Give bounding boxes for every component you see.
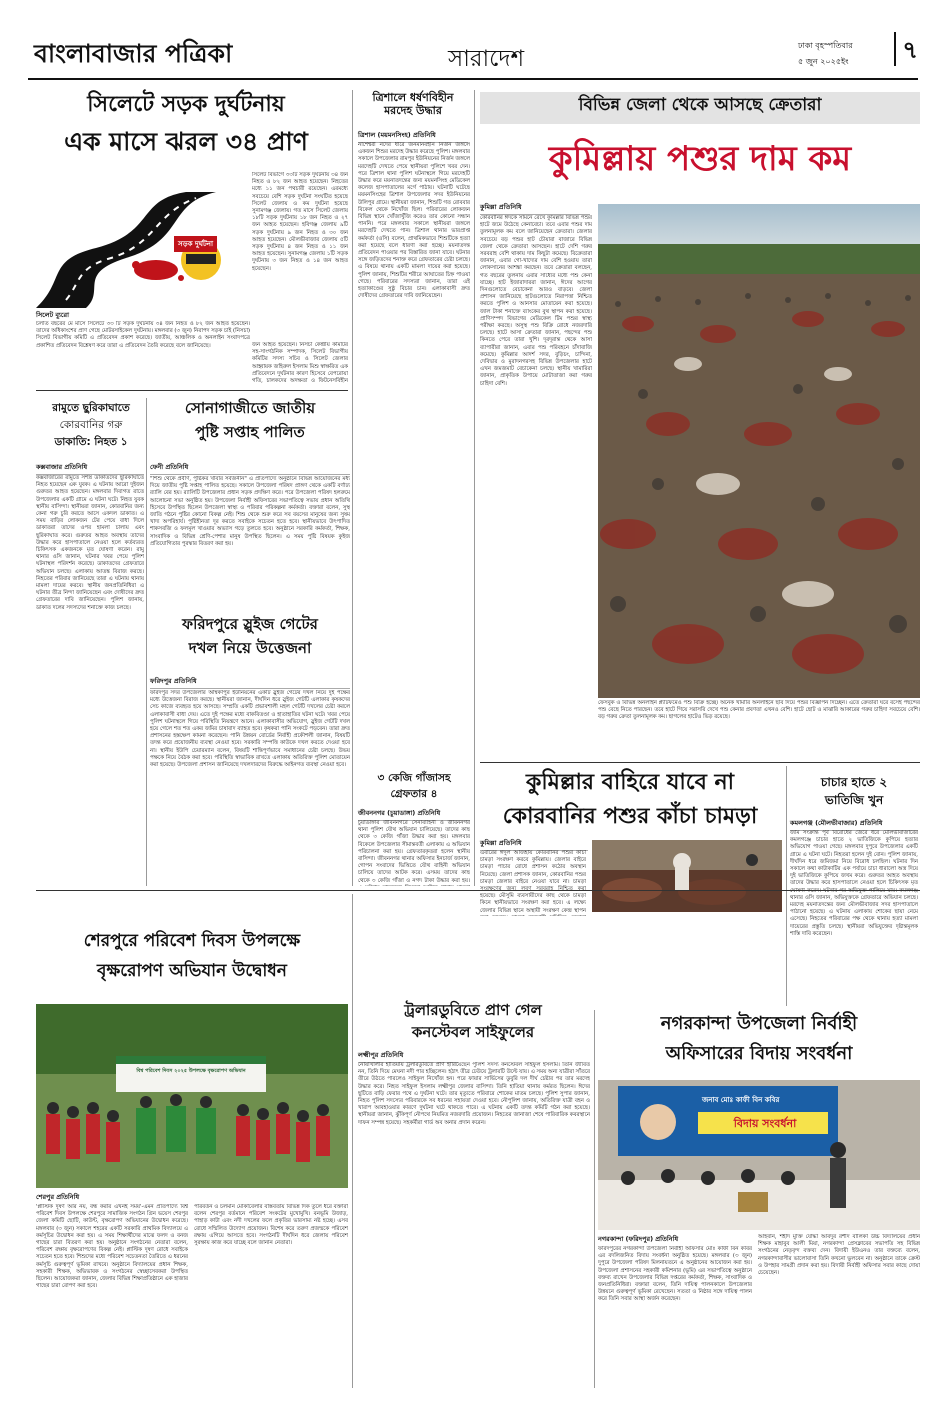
ramu-headline-2: কোরবানির গরু xyxy=(59,419,123,431)
faridpur-body: ফরিদপুর সদর উপজেলার অম্বিকাপুর ইউনিয়নের একটি স্লুইজ গেটের দখল নিয়ে দুই পক্ষের মধ্যে উত্তেজনা বিরাজ করছে। স্থানীয়রা জানান, দীর্ঘদিন ধরে স্লুইজ গেটটি এলাকার কৃষকদের সেচ কাজে ব্যবহৃত হয়ে আসছে। সম্প্রতি একটি প্রভাবশালী মহল গেটটি দখলের চেষ্টা করলে এলাকাবাসী বাধা দেয়। এতে দুই পক্ষের মধ্যে বাকবিতণ্ডা ও হাতাহাতির ঘটনা ঘটে। খবর পেয়ে পুলিশ ঘটনাস্থলে গিয়ে পরিস্থিতি নিয়ন্ত্রণে আনে। এলাকাবাসীর অভিযোগ, স্লুইজ গেটটি দখল হয়ে গেলে শত শত একর জমির চাষাবাদ ব্যাহত হবে। কৃষকরা পানি সংকটে পড়বেন। তারা দ্রুত প্রশাসনের হস্তক্ষেপ কামনা করেছেন। পানি উন্নয়ন বোর্ডের নির্বাহী প্রকৌশলী জানান, বিষয়টি তদন্ত করে প্রয়োজনীয় ব্যবস্থা নেওয়া হবে। সরকারি সম্পত্তি কাউকে দখল করতে দেওয়া হবে না। স্থানীয় ইউপি চেয়ারম্যান বলেন, বিষয়টি শান্তিপূর্ণভাবে সমাধানের চেষ্টা চলছে। উভয় পক্ষকে নিয়ে বৈঠক করা হবে। পরিস্থিতি স্বাভাবিক রাখতে এলাকায় অতিরিক্ত পুলিশ মোতায়েন করা হয়েছে। উপজেলা প্রশাসন জানিয়েছে দখলদারদের বিরুদ্ধে আইনগত ব্যবস্থা নেওয়া হবে। xyxy=(150,690,350,769)
accident-sign: সড়ক দুর্ঘটনা xyxy=(174,236,217,252)
nagarkanda-body: ফরিদপুরের নগরকান্দা উপজেলা নির্বাহী অফিসার মোঃ কাফী বিন কবির এর বদলিজনিত বিদায় সংবর্ধনা অনুষ্ঠিত হয়েছে। মঙ্গলবার (৩ জুন) দুপুরে উপজেলা পরিষদ মিলনায়তনে এ অনুষ্ঠানের আয়োজন করা হয়। উপজেলা প্রশাসনের সহকারী কমিশনার (ভূমি) এর সভাপতিত্বে অনুষ্ঠানে বক্তব্য রাখেন উপজেলার বিভিন্ন দপ্তরের কর্মকর্তা, শিক্ষক, সাংবাদিক ও জনপ্রতিনিধিরা। বক্তারা বলেন, তিনি দায়িত্ব পালনকালে উপজেলার উন্নয়নে গুরুত্বপূর্ণ ভূমিকা রেখেছেন। সততা ও নিষ্ঠার সঙ্গে দায়িত্ব পালন করে তিনি সবার আস্থা অর্জন করেছেন। xyxy=(598,1246,752,1303)
section-title: সারাদেশ xyxy=(448,46,525,72)
column-divider xyxy=(474,90,475,886)
sherpur-byline: শেরপুর প্রতিনিধি xyxy=(36,1193,80,1201)
trishal-headline: ত্রিশালে ধর্ষণবিহীন মরদেহ উদ্ধার xyxy=(372,91,454,117)
trawler-body: নোয়াখালীর হাতিয়ায় ট্রলারডুবিতে প্রাণ হারিয়েছেন পুলিশ সদস্য কনস্টেবল সাইফুল ইসলাম। তিনি জীবিত নন, তিনি দিয়ে মেঘনা নদী পার হচ্ছিলেন। হঠাৎ তীব্র ঢেউয়ে ট্রলারটি উল্টে যায়। এ সময় অন্য যাত্রীরা সাঁতরে তীরে উঠতে পারলেও সাইফুল নিখোঁজ হন। পরে ফায়ার সার্ভিসের ডুবুরি দল দীর্ঘ চেষ্টার পর তার মরদেহ উদ্ধার করে। নিহত সাইফুল ইসলাম লক্ষ্মীপুর জেলার বাসিন্দা। তিনি হাতিয়া থানায় কর্মরত ছিলেন। ঈদের ছুটিতে বাড়ি ফেরার পথে এ দুর্ঘটনা ঘটে। তার মৃত্যুতে পরিবারে শোকের মাতম চলছে। পুলিশ সুপার জানান, নিহত পুলিশ সদস্যের পরিবারকে সব ধরনের সহায়তা দেওয়া হবে। নৌপুলিশ জানায়, অতিরিক্ত যাত্রী বহন ও খারাপ আবহাওয়ার কারণে দুর্ঘটনা ঘটে থাকতে পারে। এ ঘটনায় একটি তদন্ত কমিটি গঠন করা হয়েছে। স্থানীয়রা জানান, ঝুঁকিপূর্ণ নৌপথে নিয়মিত নজরদারি প্রয়োজন। নিহতের জানাজা শেষে পারিবারিক কবরস্থানে দাফন সম্পন্ন হয়েছে। সহকর্মীরা গার্ড অব অনার প্রদান করেন। xyxy=(358,1062,590,1126)
column-divider xyxy=(786,766,787,1006)
trawler-byline: লক্ষ্মীপুর প্রতিনিধি xyxy=(358,1050,458,1063)
nagarkanda-headline-2: অফিসারের বিদায় সংবর্ধনা xyxy=(665,1043,853,1064)
tree-planting-banner: বিশ্ব পরিবেশ দিবস ২০২৫ উপলক্ষে বৃক্ষরোপণ অভিযান xyxy=(136,1068,246,1074)
divider xyxy=(36,890,920,891)
ramu-byline: কক্সবাজার প্রতিনিধি xyxy=(36,462,144,475)
comilla-price-body: কোরবানির ঈদকে সামনে রেখে কুমিল্লার বিভিন্ন পশুর হাটে জমে উঠেছে কেনাবেচা। তবে এবার পশুর দাম তুলনামূলক কম বলে জানিয়েছেন ক্রেতারা। জেলার সবচেয়ে বড় পশুর হাট চৌয়ারা বাজারে বিভিন্ন জেলা থেকে ক্রেতারা আসছেন। হাটে দেশি গরুর সরবরাহ বেশি থাকায় দাম কিছুটা কমেছে। বিক্রেতারা জানান, এবার গো-খাদ্যের দাম বেশি হওয়ায় তারা লোকসানের আশঙ্কা করছেন। তবে ক্রেতারা বলছেন, গত বছরের তুলনায় এবার সাধ্যের মধ্যে পশু কেনা যাচ্ছে। হাট ইজারাদাররা জানান, ঈদের আগের দিনগুলোতে বেচাকেনা আরও বাড়বে। জেলা প্রশাসন জানিয়েছে হাটগুলোতে নিরাপত্তা নিশ্চিত করতে পুলিশ ও আনসার মোতায়েন করা হয়েছে। জাল টাকা শনাক্তে ব্যাংকের বুথ স্থাপন করা হয়েছে। প্রাণিসম্পদ বিভাগের মেডিকেল টিম পশুর স্বাস্থ্য পরীক্ষা করছে। অসুস্থ পশু বিক্রি রোধে নজরদারি চলছে। হাটে আসা ক্রেতারা জানান, পছন্দের পশু কিনতে পেরে তারা খুশি। দূরদূরান্ত থেকে আসা ব্যাপারীরা জানান, এবার পশু পরিবহনে চাঁদাবাজি কমেছে। কুমিল্লার আদর্শ সদর, বুড়িচং, চান্দিনা, দেবিদ্বার ও মুরাদনগরসহ বিভিন্ন উপজেলার হাটে এখন জমজমাট বেচাকেনা চলছে। স্থানীয় খামারিরা জানান, প্রাকৃতিক উপায়ে মোটাতাজা করা গরুর চাহিদা বেশি। xyxy=(480,215,592,387)
sonagazi-headline-2: পুষ্টি সপ্তাহ পালিত xyxy=(195,423,305,441)
newspaper-name: বাংলাবাজার পত্রিকা xyxy=(34,39,233,68)
masthead xyxy=(28,28,918,80)
kachua-headline-1: চাচার হাতে ২ xyxy=(820,775,888,789)
divider xyxy=(480,762,920,763)
edition-day: ঢাকা বৃহস্পতিবার xyxy=(798,41,853,50)
farewell-banner-name: জনাব মোঃ কাফী বিন কবির xyxy=(702,1096,780,1104)
kachua-byline: কমলগঞ্জ (মৌলভীবাজার) প্রতিনিধি xyxy=(790,818,918,831)
sherpur-headline-2: বৃক্ষরোপণ অভিযান উদ্বোধন xyxy=(97,961,287,981)
sherpur-body: 'প্লাস্টিক দূষণ আর নয়, বন্ধ করার এখনই সময়'-এমন প্রতিপাদ্যে বিশ্ব পরিবেশ দিবস উপলক্ষে শেরপুরে সামাজিক সংগঠন গ্রিন ভয়েস শেরপুর জেলা কমিটি ছোটি, কাউন্ট, বৃক্ষরোপণ অভিযানের উদ্বোধন করেছে। মঙ্গলবার (৩ জুন) সকালে শহরের একটি সরকারি প্রাথমিক বিদ্যালয়ে এ কর্মসূচির উদ্বোধন করা হয়। এ সময় শিক্ষার্থীদের মাঝে ফলদ ও বনজ গাছের চারা বিতরণ করা হয়। অনুষ্ঠানে সংগঠনের নেতারা বলেন, পরিবেশ রক্ষায় বৃক্ষরোপণের বিকল্প নেই। প্লাস্টিক দূষণ রোধে সবাইকে সচেতন হতে হবে। শিশুদের মধ্যে পরিবেশ সচেতনতা তৈরিতে এ ধরনের কর্মসূচি গুরুত্বপূর্ণ ভূমিকা রাখবে। অনুষ্ঠানে বিদ্যালয়ের প্রধান শিক্ষক, সহকারী শিক্ষক, অভিভাবক ও সংগঠনের স্বেচ্ছাসেবকরা উপস্থিত ছিলেন। আয়োজকরা জানান, জেলার বিভিন্ন শিক্ষাপ্রতিষ্ঠানে এক হাজার গাছের চারা রোপণ করা হবে। xyxy=(36,1204,188,1290)
kachua-body: জমি সংক্রান্ত পূর্ব বিরোধের জেরে ধরে মৌলভীবাজারের কমলগঞ্জে চাচার হাতে ২ ভাতিজিকে কুপিয়ে হত্যার অভিযোগ পাওয়া গেছে। মঙ্গলবার দুপুরে উপজেলার একটি গ্রামে এ ঘটনা ঘটে। নিহতরা হলেন দুই বোন। পুলিশ জানায়, দীর্ঘদিন ধরে জমিজমা নিয়ে বিরোধ চলছিল। ঘটনার দিন সকালে কথা কাটাকাটির এক পর্যায়ে চাচা ধারালো অস্ত্র দিয়ে দুই ভাতিজিকে কুপিয়ে জখম করে। গুরুতর আহত অবস্থায় তাদের উদ্ধার করে হাসপাতালে নেওয়া হলে চিকিৎসক মৃত থানার ওসি জানান, অভিযুক্তকে গ্রেফতারে অভিযান চলছে। মরদেহ ময়নাতদন্তের জন্য মৌলভীবাজার সদর হাসপাতালে পাঠানো হয়েছে। এ ঘটনায় এলাকায় শোকের ছায়া নেমে এসেছে। নিহতের পরিবারের পক্ষ থেকে থানায় হত্যা মামলা দায়েরের প্রস্তুতি চলছে। স্থানীয়রা অভিযুক্তের দৃষ্টান্তমূলক শাস্তি দাবি করেছেন। xyxy=(790,830,918,937)
ganja-byline: জীবননগর (চুয়াডাঙ্গা) প্রতিনিধি xyxy=(358,808,470,821)
sonagazi-byline: ফেনী প্রতিনিধি xyxy=(150,462,350,475)
leather-photo xyxy=(592,840,782,912)
tree-planting-photo xyxy=(36,1004,348,1188)
cattle-market-photo xyxy=(598,204,920,698)
sonagazi-body: "শিশু থেকে প্রবীণ, পুষ্টিকর খাবার সর্বজনীন" এ প্রতিপাদ্যে অনুষ্ঠানে বিভিন্ন আয়োজনের মধ্য দিয়ে জাতীয় পুষ্টি সপ্তাহ পালিত হয়েছে। সকালে উপজেলা পরিষদ প্রাঙ্গণ থেকে একটি বর্ণাঢ্য র‌্যালি বের হয়। র‌্যালিটি উপজেলার প্রধান সড়ক প্রদক্ষিণ করে। পরে উপজেলা পরিষদ হলরুমে আলোচনা সভা অনুষ্ঠিত হয়। উপজেলা নির্বাহী অফিসারের সভাপতিত্বে সভায় প্রধান অতিথি হিসেবে উপস্থিত ছিলেন উপজেলা স্বাস্থ্য ও পরিবার পরিকল্পনা কর্মকর্তা। বক্তারা বলেন, সুস্থ জাতি গঠনে পুষ্টির কোনো বিকল্প নেই। শিশু থেকে শুরু করে সব বয়সের মানুষের জন্য সুষম খাদ্য অপরিহার্য। পুষ্টিহীনতা দূর করতে সবাইকে সচেতন হতে হবে। স্থানীয়ভাবে উৎপাদিত শাকসবজি ও ফলমূল খাওয়ার অভ্যাস গড়ে তুলতে হবে। অনুষ্ঠানে সরকারি কর্মকর্তা, শিক্ষক, সাংবাদিক ও বিভিন্ন শ্রেণি-পেশার মানুষ উপস্থিত ছিলেন। এ সময় পুষ্টি বিষয়ক কুইজ প্রতিযোগিতার পুরস্কার বিতরণ করা হয়। xyxy=(150,476,350,547)
column-divider xyxy=(352,894,353,1388)
trishal-body: নাশেশ্বরী নদের ধারে জনমানবহীন নির্জন জঙ্গলে একজন শিশুর মরদেহ উদ্ধার করেছে পুলিশ। মঙ্গলবার সকালে উপজেলার রামপুর ইউনিয়নের নির্জন জঙ্গলে মরদেহটি দেখতে পেয়ে স্থানীয়রা পুলিশে খবর দেন। পরে ত্রিশাল থানা পুলিশ ঘটনাস্থলে গিয়ে মরদেহটি উদ্ধার করে ময়নাতদন্তের জন্য ময়মনসিংহ মেডিকেল কলেজ হাসপাতালের মর্গে পাঠায়। ঘটনাটি ঘটেছে ময়মনসিংহের ত্রিশাল উপজেলার সদর ইউনিয়নের উলিপুর গ্রামে। স্থানীয়রা জানান, শিশুটি গত রোববার বিকেল থেকে নিখোঁজ ছিল। পরিবারের লোকজন বিভিন্ন স্থানে খোঁজাখুঁজি করেও তার কোনো সন্ধান পাননি। পরে মঙ্গলবার সকালে স্থানীয়রা জঙ্গলে মরদেহটি দেখতে পান। ত্রিশাল থানার ভারপ্রাপ্ত কর্মকর্তা (ওসি) বলেন, প্রাথমিকভাবে শিশুটিকে হত্যা করা হয়েছে বলে ধারণা করা হচ্ছে। ময়নাতদন্ত প্রতিবেদন পাওয়ার পর বিস্তারিত জানা যাবে। ঘটনার সঙ্গে জড়িতদের শনাক্ত করে গ্রেফতারের চেষ্টা চলছে। এ বিষয়ে থানায় একটি মামলা দায়ের করা হয়েছে। পুলিশ জানায়, শিশুটির শরীরে আঘাতের চিহ্ন পাওয়া গেছে। পরিবারের সদস্যরা জানান, তারা এই হত্যাকাণ্ডের সুষ্ঠু বিচার চান। এলাকাবাসী দ্রুত দোষীদের গ্রেফতারের দাবি জানিয়েছেন। xyxy=(358,142,470,300)
faridpur-headline-1: ফরিদপুরে স্লুইজ গেটের xyxy=(182,615,318,633)
sylhet-body-left: চলতি বছরের মে মাসে সিলেটে ৩৩ টি সড়ক দুর্ঘটনায় ৩৪ জন নিহত ও ৮২ জন আহত হয়েছেন। তাদের অধিকাংশের প্রাণ গেছে মোটরসাইকেল দুর্ঘটনায়। মঙ্গলবার (৩ জুন) নিরাপদ সড়ক চাই (নিসচা) সিলেট বিভাগীয় কমিটি এ প্রতিবেদন প্রকাশ করেছে। জাতীয়, আঞ্চলিক ও অনলাইন সংবাদপত্রে প্রকাশিত প্রতিবেদন বিশ্লেষণ করে তারা এ প্রতিবেদন তৈরি করেছে বলে জানিয়েছে। xyxy=(36,321,250,349)
nagarkanda-body-2: আহবান, শহীদ মুক্তি যোদ্ধা আবদুর রশীদ বালিকা উচ্চ বিদ্যালয়ের প্রধান শিক্ষক মাহাবুব আলী মিয়া, নগরকান্দা প্রেসক্লাবের সভাপতি সহ বিভিন্ন সংগঠনের নেতৃবৃন্দ বক্তব্য দেন। বিদায়ী ইউএনও তার বক্তব্যে বলেন, নগরকান্দাবাসীর ভালোবাসা তিনি কখনো ভুলবেন না। অনুষ্ঠানে তাকে ক্রেস্ট ও উপহার সামগ্রী প্রদান করা হয়। বিদায়ী নির্বাহী অফিসার সবার কাছে দোয়া চেয়েছেন। xyxy=(758,1234,920,1277)
comilla-price-headline: কুমিল্লায় পশুর দাম কম xyxy=(548,139,852,179)
ganja-body: চুয়াডাঙ্গার জীবননগরে সেনাবাহিনী ও জীবননগর থানা পুলিশ যৌথ অভিযান চালিয়েছে। তাদের কাছ থেকে ৩ কেজি গাঁজা উদ্ধার করা হয়। মঙ্গলবার বিকেলে উপজেলার সীমান্তবর্তী এলাকায় এ অভিযান পরিচালনা করা হয়। গ্রেফতারকৃতরা হলেন স্থানীয় বাসিন্দা। জীবননগর থানার অফিসার ইনচার্জ জানান, গোপন সংবাদের ভিত্তিতে যৌথ বাহিনী অভিযান চালিয়ে তাদের আটক করে। এসময় তাদের কাছ থেকে ৩ কেজি গাঁজা ও নগদ টাকা উদ্ধার করা হয়। xyxy=(358,820,470,884)
nagarkanda-headline-1: নগরকান্দা উপজেলা নির্বাহী xyxy=(660,1013,858,1034)
ramu-headline-3: ডাকাতি: নিহত ১ xyxy=(54,436,128,448)
sherpur-headline-1: শেরপুরে পরিবেশ দিবস উপলক্ষে xyxy=(83,931,301,951)
page-number: ৭ xyxy=(894,32,918,66)
sonagazi-headline-1: সোনাগাজীতে জাতীয় xyxy=(184,399,316,417)
sylhet-body-right: সিলেট বিভাগে ৩৩টি সড়ক দুর্ঘটনায় ৩৪ জন নিহত ও ৮২ জন আহত হয়েছেন। নিহতের মধ্যে ১১ জন পথচারী রয়েছেন। এরমধ্যে সবচেয়ে বেশি সড়ক দুর্ঘটনা সংঘটিত হয়েছে সিলেট জেলায় ও কম দুর্ঘটনা হয়েছে সুনামগঞ্জ জেলায়। গত মাসে সিলেট জেলায় ১৮টি সড়ক দুর্ঘটনায় ১৮ জন নিহত ও ২৭ জন আহত হয়েছেন। হবিগঞ্জ জেলায় ৯টি সড়ক দুর্ঘটনায় ৯ জন নিহত ও ৩০ জন আহত হয়েছেন। মৌলভীবাজার জেলায় ৫টি সড়ক দুর্ঘটনায় ৪ জন নিহত ও ১১ জন আহত হয়েছেন। সুনামগঞ্জ জেলায় ১টি সড়ক দুর্ঘটনায় ৩ জন নিহত ও ১৪ জন আহত হয়েছেন। xyxy=(252,172,348,272)
farewell-photo xyxy=(598,1080,920,1230)
ganja-headline-2: গ্রেফতার ৪ xyxy=(390,788,438,800)
faridpur-headline-2: দখল নিয়ে উত্তেজনা xyxy=(188,639,312,657)
comilla-kicker: বিভিন্ন জেলা থেকে আসছে ক্রেতারা xyxy=(578,95,822,115)
edition-date: ৫ জুন ২০২৫ইং xyxy=(798,57,849,66)
comilla-price-body-2: ফেসবুক ও বিভিন্ন অনলাইন প্ল্যাটফর্মেও পশু বিক্রি হচ্ছে। অনেক খামারি অনলাইনে ছবি দিয়ে পশুর বিজ্ঞাপন দিচ্ছেন। এতে ক্রেতারা ঘরে বসেই পছন্দের পশু বেছে নিতে পারছেন। তবে হাটে গিয়ে সরাসরি দেখে পশু কেনার প্রবণতা এখনও বেশি। হাটে ছোট ও মাঝারি আকারের গরুর চাহিদা সবচেয়ে বেশি। বড় গরুর ক্রেতা তুলনামূলক কম। ছাগলের হাটেও ভিড় রয়েছে। xyxy=(598,700,920,721)
kachua-headline-2: ভাতিজি খুন xyxy=(824,793,884,807)
faridpur-byline: ফরিদপুর প্রতিনিধি xyxy=(150,676,350,689)
column-divider xyxy=(594,1010,595,1388)
sherpur-body-2: পরিবর্তন ও চলমান মোকাবেলার বাস্তবতায় বিভিন্ন দিক তুলে ধরে বক্তারা বলেন শেরপুর বর্তমানে পরিবেশ সংকটের মুখোমুখি। বনভূমি উজাড়, পাহাড় কাটা এবং নদী দখলের ফলে প্রকৃতির ভারসাম্য নষ্ট হচ্ছে। এসব রোধে সম্মিলিত উদ্যোগ প্রয়োজন। বিশেষ করে তরুণ প্রজন্মকে পরিবেশ রক্ষায় এগিয়ে আসতে হবে। সংগঠনটি দীর্ঘদিন ধরে জেলায় পরিবেশ সুরক্ষায় কাজ করে যাচ্ছে বলে জানান নেতারা। xyxy=(194,1204,348,1247)
trawler-headline-1: ট্রলারডুবিতে প্রাণ গেল xyxy=(404,1001,542,1019)
sylhet-headline-2: এক মাসে ঝরল ৩৪ প্রাণ xyxy=(64,127,308,156)
nagarkanda-byline: নগরকান্দা (ফরিদপুর) প্রতিনিধি xyxy=(598,1235,679,1243)
comilla-leather-byline: কুমিল্লা প্রতিনিধি xyxy=(480,838,588,851)
comilla-price-byline: কুমিল্লা প্রতিনিধি xyxy=(480,202,590,215)
comilla-leather-body: এবারের ঈদুল আজহায় কোরবানির পশুর কাঁচা চামড়া সংরক্ষণ করবে কুমিল্লায়। জেলার বাইরে চামড়া পাচার রোধে প্রশাসন কঠোর অবস্থান নিয়েছে। জেলা প্রশাসক জানান, কোরবানির পশুর চামড়া জেলার বাইরে নেওয়া যাবে না। চামড়া হয়েছে। মৌসুমি ব্যবসায়ীদের কাছ থেকে চামড়া কিনে স্থানীয়ভাবে সংরক্ষণ করা হবে। এ লক্ষ্যে জেলার বিভিন্ন স্থানে অস্থায়ী সংরক্ষণ কেন্দ্র স্থাপন xyxy=(480,850,586,914)
divider xyxy=(36,390,348,391)
comilla-leather-headline-2: কোরবানির পশুর কাঁচা চামড়া xyxy=(502,804,758,829)
sylhet-headline-1: সিলেটে সড়ক দুর্ঘটনায় xyxy=(87,92,285,117)
sylhet-body-bottom: জন আহত হয়েছেন। নিসচা কেন্দ্রীয় কমিটির সহ-সাংগঠনিক সম্পাদক, সিলেট বিভাগীয় কমিটির সদস্য সচিব ও সিলেট জেলার আহ্বায়ক জহিরুল ইসলাম মিশু স্বাক্ষরিত এক প্রতিবেদনে দুর্ঘটনার কারণ হিসেবে বেপরোয়া গতি, চালকদের অদক্ষতা ও ফিটনেসবিহীন xyxy=(252,342,348,384)
column-divider xyxy=(352,90,353,886)
trawler-headline-2: কনস্টেবল সাইফুলের xyxy=(411,1023,535,1041)
ganja-headline-1: ৩ কেজি গাঁজাসহ xyxy=(377,772,451,784)
ramu-headline-1: রামুতে ছুরিকাঘাতে xyxy=(52,402,130,414)
trishal-byline: ত্রিশাল (ময়মনসিংহ) প্রতিনিধি xyxy=(358,130,468,143)
comilla-kicker-bar xyxy=(480,92,920,124)
ramu-body: কক্সবাজারের রামুতে সশস্ত্র ডাকাতদের ছুরিকাঘাতে নিহত হয়েছেন এক যুবক। এ ঘটনায় আরো দুইজন গুরুতর আহত হয়েছেন। মঙ্গলবার দিবাগত রাতে উপজেলার একটি গ্রামে এ ঘটনা ঘটে। নিহত যুবক স্থানীয় বাসিন্দা। স্থানীয়রা জানান, কোরবানির জন্য কেনা গরু চুরি করতে আসে একদল ডাকাত। এ সময় বাড়ির লোকজন টের পেয়ে বাধা দিলে ডাকাতরা তাদের ওপর হামলা চালায় এবং ছুরিকাঘাত করে। গুরুতর আহত অবস্থায় তাদের উদ্ধার করে হাসপাতালে নেওয়া হলে কর্তব্যরত চিকিৎসক একজনকে মৃত ঘোষণা করেন। রামু থানার ওসি জানান, ঘটনার খবর পেয়ে পুলিশ ঘটনাস্থল পরিদর্শন করেছে। ডাকাতদের গ্রেফতারে অভিযান চলছে। এলাকায় আতঙ্ক বিরাজ করছে। নিহতের পরিবার জানিয়েছে তারা এ ঘটনায় থানায় মামলা দায়ের করবে। স্থানীয় জনপ্রতিনিধিরা এ ঘটনার তীব্র নিন্দা জানিয়েছেন এবং দোষীদের দ্রুত গ্রেফতারের দাবি জানিয়েছেন। পুলিশ জানায়, ডাকাত দলের সদস্যদের শনাক্তে কাজ চলছে। xyxy=(36,475,144,611)
comilla-leather-headline-1: কুমিল্লার বাহিরে যাবে না xyxy=(525,770,735,795)
sylhet-byline: সিলেট ব্যুরো xyxy=(36,311,69,319)
farewell-banner-title: বিদায় সংবর্ধনা xyxy=(733,1117,797,1130)
road-accident-illustration xyxy=(36,170,246,308)
column-divider xyxy=(146,398,147,886)
